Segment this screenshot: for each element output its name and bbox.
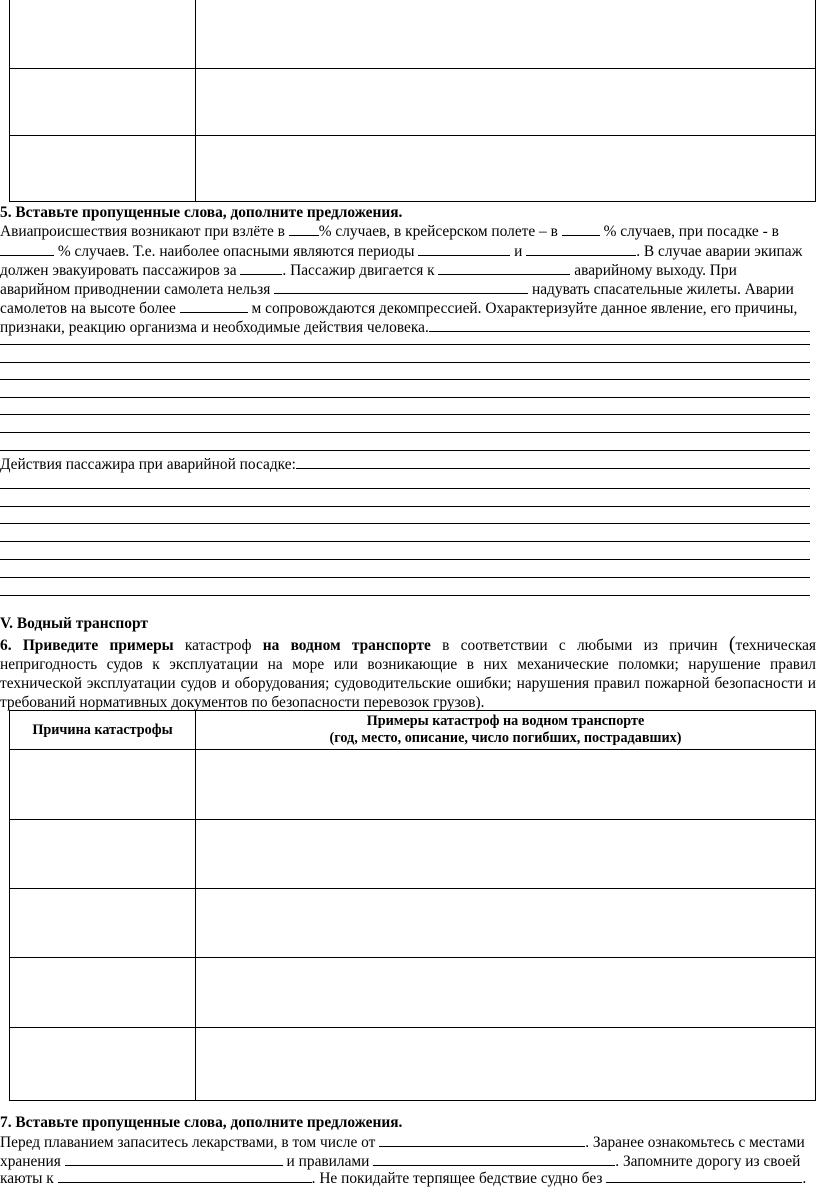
text: аварийному выходу. При	[570, 262, 737, 279]
answer-line[interactable]	[0, 559, 810, 560]
blank[interactable]	[180, 298, 248, 313]
answer-line[interactable]	[0, 450, 810, 451]
table-cell[interactable]	[196, 958, 816, 1028]
answer-line[interactable]	[0, 506, 810, 507]
task5-line-6	[0, 317, 810, 338]
table-cell[interactable]	[196, 889, 816, 958]
task6-body: непригодность судов к эксплуатации на море или возникающие в них механические поломки; нарушение правил технической эксплуатации судов и оборудования; судоводительские ошибки; нарушения правил пожарной безопасности и требований нормативных документов по безопасности перевозок грузов).	[0, 656, 816, 712]
text: должен эвакуировать пассажиров за	[0, 262, 241, 279]
blank[interactable]	[438, 260, 570, 275]
answer-line[interactable]	[0, 432, 810, 433]
task5-line-1	[0, 221, 779, 242]
blank[interactable]	[418, 241, 510, 256]
blank[interactable]	[379, 1132, 585, 1147]
column-header-examples	[196, 711, 816, 750]
table-row	[10, 0, 816, 68]
task7-line-3	[0, 1168, 806, 1189]
text: аварийном приводнении самолета нельзя	[0, 281, 275, 298]
table-cell[interactable]	[196, 68, 816, 135]
text: % случаев, в крейсерском полете – в	[318, 223, 562, 240]
answer-line[interactable]	[429, 317, 810, 332]
answer-line[interactable]	[0, 595, 810, 596]
blank[interactable]	[58, 1168, 312, 1183]
blank[interactable]	[373, 1151, 615, 1166]
answer-line[interactable]	[0, 362, 810, 363]
answer-line[interactable]	[0, 577, 810, 578]
text: (	[728, 633, 736, 655]
text: надувать спасательные жилеты. Аварии	[528, 281, 794, 298]
table-row	[10, 958, 816, 1028]
answer-line[interactable]	[0, 344, 810, 345]
text: Перед плаванием запаситесь лекарствами, в том числе от	[0, 1134, 380, 1151]
answer-line[interactable]	[0, 523, 810, 524]
text: . Не покидайте терпящее бедствие судно без	[311, 1170, 607, 1187]
table-row	[10, 135, 816, 201]
text: хранения	[0, 1153, 65, 1170]
table-cell[interactable]	[196, 750, 816, 820]
text: самолетов на высоте более	[0, 300, 180, 317]
blank[interactable]	[0, 241, 54, 256]
answer-line[interactable]	[0, 488, 810, 489]
table-cell[interactable]	[196, 1028, 816, 1101]
blank[interactable]	[526, 241, 636, 256]
section-heading: V. Водный транспорт	[0, 615, 148, 632]
text: . В случае аварии экипаж	[636, 243, 803, 260]
table-cell[interactable]	[10, 958, 196, 1028]
text: % случаев. Т.е. наиболее опасными являются периоды	[54, 243, 419, 260]
text: Авиапроисшествия возникают при взлёте в	[0, 223, 289, 240]
table-cell[interactable]	[10, 750, 196, 820]
table-cell[interactable]	[10, 820, 196, 889]
text: в соответствии с любыми из причин	[430, 637, 729, 654]
blank[interactable]	[562, 221, 600, 236]
text: . Заранее ознакомьтесь с местами	[585, 1134, 805, 1151]
text: . Пассажир двигается к	[282, 262, 439, 279]
text: м сопровождаются декомпрессией. Охарактеризуйте данное явление, его причины,	[247, 300, 798, 317]
text: техническая	[735, 637, 816, 654]
table-row	[10, 820, 816, 889]
text: 6. Приведите примеры	[0, 637, 174, 654]
table-cell[interactable]	[196, 135, 816, 201]
top-answer-table	[9, 0, 816, 202]
table-cell[interactable]	[10, 889, 196, 958]
table-cell[interactable]	[10, 135, 196, 201]
text: на водном транспорте	[262, 637, 431, 654]
text: каюты к	[0, 1170, 58, 1187]
table-cell[interactable]	[10, 1028, 196, 1101]
passenger-actions-label: Действия пассажира при аварийной посадке:	[0, 456, 296, 473]
blank[interactable]	[289, 221, 319, 236]
text: и правилами	[282, 1153, 374, 1170]
text: катастроф	[173, 637, 263, 654]
table-row	[10, 68, 816, 135]
blank[interactable]	[240, 260, 282, 275]
table-row	[10, 750, 816, 820]
answer-line[interactable]	[296, 454, 810, 469]
header-line: Примеры катастроф на водном транспорте	[366, 713, 645, 729]
header-line: (год, место, описание, число погибших, пострадавших)	[329, 730, 682, 746]
blank[interactable]	[65, 1151, 283, 1166]
blank[interactable]	[606, 1168, 802, 1183]
column-header-cause: Причина катастрофы	[10, 711, 196, 750]
answer-line[interactable]	[0, 414, 810, 415]
text: . Запомните дорогу из своей	[615, 1153, 801, 1170]
blank[interactable]	[274, 279, 528, 294]
task7-heading: 7. Вставьте пропущенные слова, дополните предложения.	[0, 1114, 403, 1131]
table-row	[10, 889, 816, 958]
table-row	[10, 1028, 816, 1101]
text: и	[510, 243, 527, 260]
table-cell[interactable]	[10, 68, 196, 135]
table-cell[interactable]	[196, 820, 816, 889]
table-cell[interactable]	[10, 0, 196, 68]
task6-table	[9, 710, 816, 1101]
task6-line-1	[0, 634, 816, 656]
table-header-row	[10, 711, 816, 750]
answer-line[interactable]	[0, 541, 810, 542]
passenger-actions-line	[0, 454, 810, 475]
answer-line[interactable]	[0, 397, 810, 398]
text: .	[802, 1170, 807, 1187]
text: % случаев, при посадке - в	[599, 223, 779, 240]
table-cell[interactable]	[196, 0, 816, 68]
task5-heading: 5. Вставьте пропущенные слова, дополните предложения.	[0, 204, 403, 221]
text: признаки, реакцию организма и необходимые действия человека.	[0, 319, 429, 336]
answer-line[interactable]	[0, 379, 810, 380]
